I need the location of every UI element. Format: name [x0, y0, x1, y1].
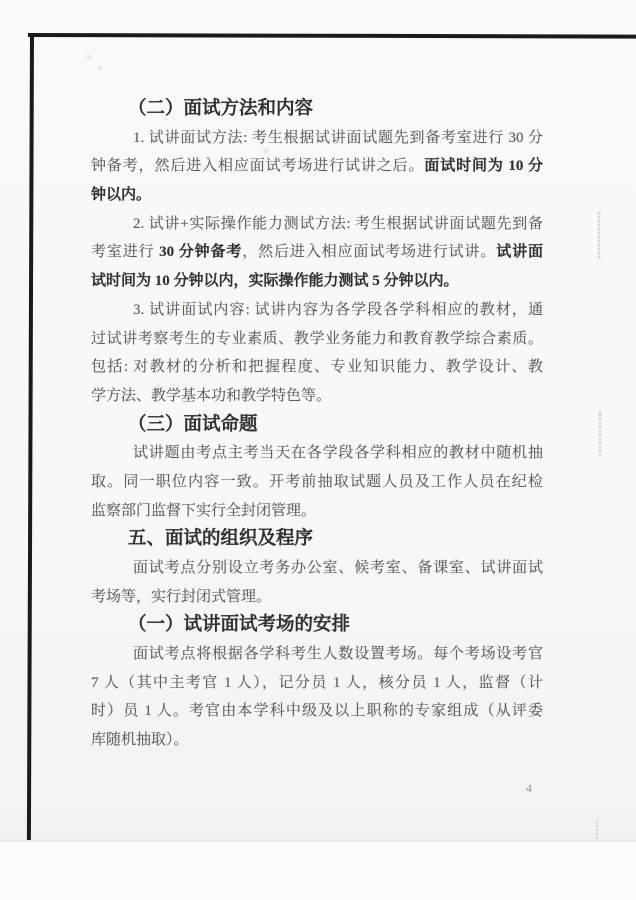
text-line: [91, 439, 543, 468]
bleed-through-mark: [599, 411, 601, 456]
text-line: [91, 497, 543, 526]
text-segment: 试讲题由考点主考当天在各学段各学科相应的教材中随机抽: [133, 445, 543, 462]
scan-area-below-page: [0, 841, 636, 900]
text-line: [91, 124, 543, 153]
text-segment: 过试讲考察考生的专业素质、教学业务能力和教育教学综合素质。: [91, 330, 543, 347]
text-segment: 3. 试讲面试内容: 试讲内容为各学段各学科相应的教材，通: [133, 301, 543, 318]
text-segment: 五、面试的组织及程序: [128, 529, 314, 550]
text-segment: 包括: 对教材的分析和把握程度、专业知识能力、教学设计、教: [91, 359, 543, 376]
heading-line: [91, 611, 543, 640]
text-segment: 库随机抽取）。: [91, 732, 189, 749]
text-line: [91, 152, 543, 181]
scan-speck: [264, 149, 269, 153]
text-segment: 取。同一职位内容一致。开考前抽取试题人员及工作人员在纪检: [91, 473, 543, 490]
text-segment: （三）面试命题: [128, 414, 258, 435]
text-segment: 试讲面: [496, 244, 543, 261]
text-segment: 2. 试讲+实际操作能力测试方法: 考生根据试讲面试题先到备: [133, 215, 543, 232]
text-line: [91, 640, 543, 669]
text-line: [91, 726, 543, 755]
text-segment: 考室进行: [91, 244, 160, 261]
text-line: [91, 296, 543, 325]
text-segment: 监察部门监督下实行全封闭管理。: [91, 502, 317, 519]
text-line: [91, 697, 543, 726]
text-line: [91, 267, 543, 296]
document-body: [91, 95, 543, 755]
page-number: 4: [526, 783, 532, 795]
text-segment: 考场等，实行封闭式管理。: [91, 588, 272, 605]
text-segment: 7 人（其中主考官 1 人），记分员 1 人，核分员 1 人，监督（计: [91, 674, 543, 691]
text-segment: 学方法、教学基本功和教学特色等。: [91, 387, 332, 404]
text-segment: 钟备考，然后进入相应面试考场进行试讲之后。: [91, 158, 425, 175]
heading-line: [91, 525, 543, 554]
text-line: [91, 669, 543, 698]
text-line: [91, 325, 543, 354]
text-segment: 时）员 1 人。考官由本学科中级及以上职称的专家组成（从评委: [91, 703, 543, 720]
text-line: [91, 554, 543, 583]
bleed-through-mark: [598, 212, 600, 258]
text-line: [91, 353, 543, 382]
text-line: [91, 210, 543, 239]
text-line: [91, 468, 543, 497]
scan-speck: [98, 66, 102, 70]
bleed-through-mark: [596, 821, 598, 839]
text-line: [91, 382, 543, 411]
text-line: [91, 181, 543, 210]
text-segment: 面试时间为 10 分: [424, 158, 543, 175]
text-segment: 1. 试讲面试方法: 考生根据试讲面试题先到备考室进行 30 分: [133, 129, 543, 146]
scan-speck: [87, 55, 91, 59]
text-segment: 钟以内。: [91, 187, 152, 204]
text-segment: （二）面试方法和内容: [128, 99, 314, 119]
text-line: [91, 238, 543, 267]
text-segment: 面试考点将根据各学科考生人数设置考场。每个考场设考官: [133, 646, 543, 663]
text-segment: 面试考点分别设立考务办公室、候考室、备课室、试讲面试: [133, 560, 543, 576]
heading-line: [91, 411, 543, 440]
text-line: [91, 583, 543, 612]
text-segment: 试时间为 10 分钟以内，实际操作能力测试 5 分钟以内。: [91, 273, 459, 290]
text-segment: ，然后进入相应面试考场进行试讲。: [242, 244, 497, 261]
heading-line: [91, 95, 543, 124]
text-segment: 30 分钟备考: [159, 244, 243, 261]
text-segment: （一）试讲面试考场的安排: [128, 615, 351, 636]
